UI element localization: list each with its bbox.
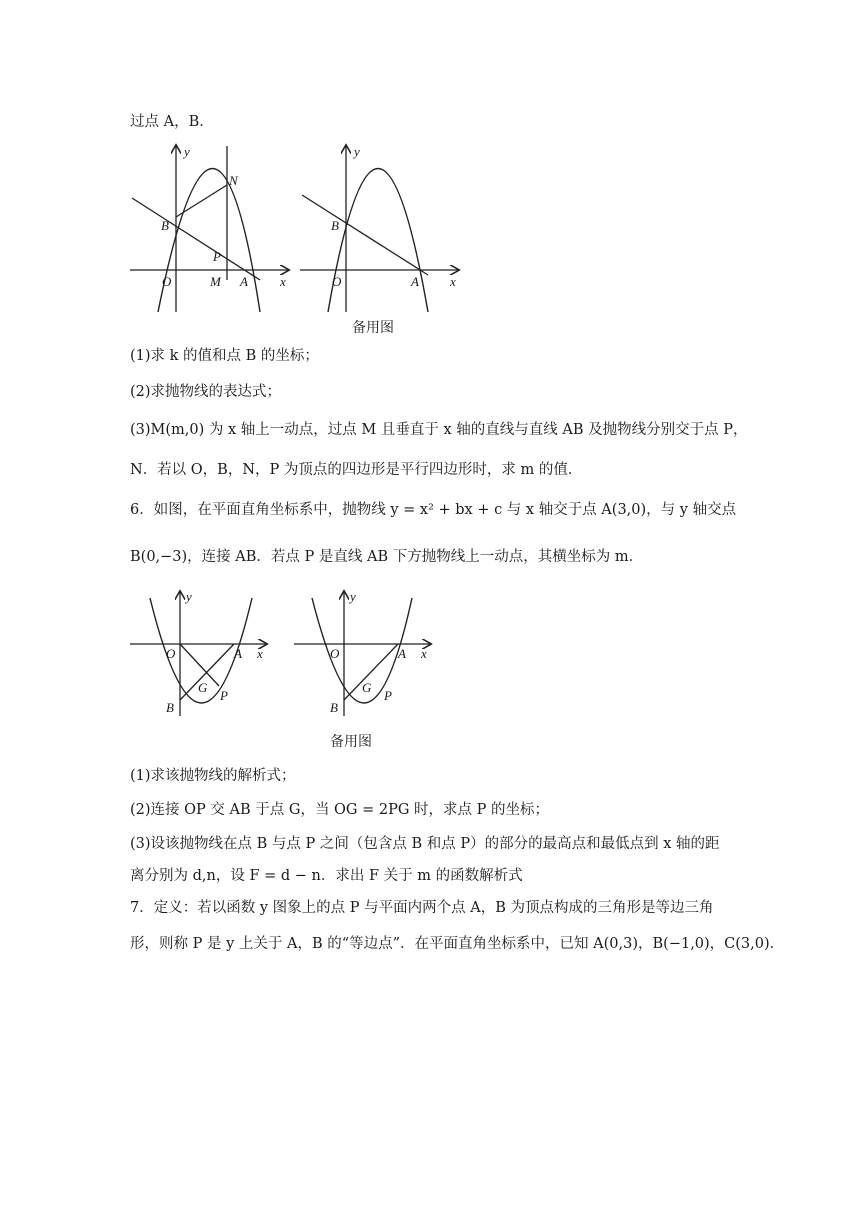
label-y: y — [184, 144, 190, 159]
label-o: O — [330, 646, 340, 661]
label-a: A — [411, 274, 419, 289]
parabola — [158, 169, 260, 313]
label-p: P — [220, 688, 228, 703]
label-x: x — [450, 274, 456, 289]
line-ab — [302, 195, 428, 275]
label-x: x — [257, 646, 263, 661]
label-x: x — [421, 646, 427, 661]
label-p: P — [213, 249, 221, 264]
label-g: G — [362, 680, 372, 695]
text-line-12: 7．定义：若以函数 y 图象上的点 P 与平面内两个点 A，B 为顶点构成的三角形是等边三角 — [130, 900, 714, 916]
label-b: B — [330, 700, 338, 715]
text-line-5: N．若以 O，B，N，P 为顶点的四边形是平行四边形时，求 m 的值． — [130, 462, 583, 478]
label-b: B — [331, 218, 339, 233]
label-b: B — [161, 218, 169, 233]
figure-1-parabola-diagram — [128, 140, 293, 315]
label-b: B — [166, 700, 174, 715]
label-a: A — [240, 274, 248, 289]
figure-4-backup-diagram — [292, 588, 437, 718]
text-line-4: (3)M(m,0) 为 x 轴上一动点，过点 M 且垂直于 x 轴的直线与直线 AB 及抛物线分别交于点 P， — [130, 422, 748, 438]
segment-bn — [176, 185, 227, 217]
label-o: O — [166, 646, 176, 661]
text-line-2: (1)求 k 的值和点 B 的坐标； — [130, 348, 319, 364]
text-line-8: (1)求该抛物线的解析式； — [130, 768, 296, 784]
label-n: N — [229, 173, 238, 188]
label-y: y — [186, 589, 192, 604]
label-y: y — [354, 144, 360, 159]
text-line-13: 形，则称 P 是 y 上关于 A，B 的“等边点”．在平面直角坐标系中，已知 A(0,3)，B(−1,0)，C(3,0)． — [130, 936, 785, 952]
label-x: x — [280, 274, 286, 289]
label-g: G — [198, 680, 208, 695]
figure-2-backup-diagram — [298, 140, 463, 315]
text-line-7: B(0,−3)，连接 AB．若点 P 是直线 AB 下方抛物线上一动点，其横坐标为 m． — [130, 549, 644, 565]
label-o: O — [332, 274, 342, 289]
text-line-3: (2)求抛物线的表达式； — [130, 384, 282, 400]
text-line-1: 过点 A，B． — [130, 114, 214, 130]
parabola — [328, 169, 428, 313]
text-line-6: 6．如图，在平面直角坐标系中，抛物线 y = x² + bx + c 与 x 轴交于点 A(3,0)，与 y 轴交点 — [130, 502, 737, 518]
label-a: A — [398, 646, 406, 661]
label-p: P — [384, 688, 392, 703]
text-line-11: 离分别为 d,n，设 F = d − n．求出 F 关于 m 的函数解析式 — [130, 868, 523, 884]
caption-backup-figure-1: 备用图 — [352, 320, 394, 336]
line-ab — [132, 198, 260, 280]
figure-3-parabola-diagram — [128, 588, 273, 718]
text-line-9: (2)连接 OP 交 AB 于点 G，当 OG = 2PG 时，求点 P 的坐标； — [130, 802, 550, 818]
caption-backup-figure-2: 备用图 — [330, 734, 372, 750]
label-m: M — [210, 274, 221, 289]
text-line-10: (3)设该抛物线在点 B 与点 P 之间（包含点 B 和点 P）的部分的最高点和最低点到 x 轴的距 — [130, 836, 720, 852]
label-a: A — [234, 646, 242, 661]
label-o: O — [162, 274, 172, 289]
label-y: y — [350, 589, 356, 604]
